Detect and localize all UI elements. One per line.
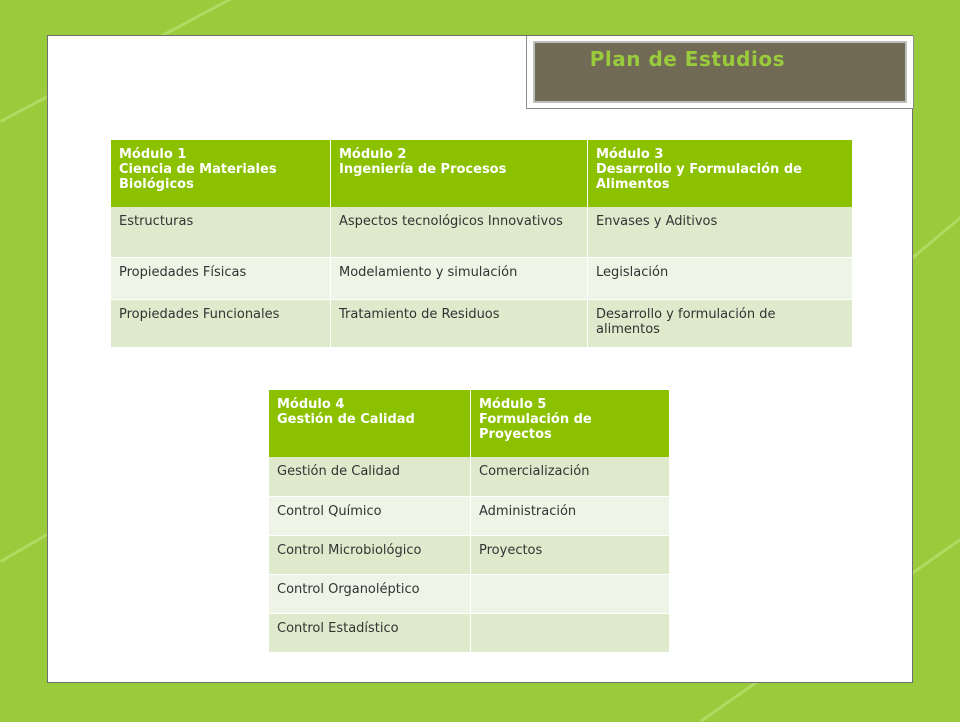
- table-cell: Control Estadístico: [269, 613, 471, 652]
- table-cell: Envases y Aditivos: [588, 207, 852, 257]
- modules-table-1: [110, 140, 852, 347]
- modules-table-2: [268, 390, 669, 652]
- table-row: [269, 457, 669, 496]
- table-row: [269, 496, 669, 535]
- table-cell: Legislación: [588, 257, 852, 299]
- table-cell: Control Microbiológico: [269, 535, 471, 574]
- table-cell: Comercialización: [471, 457, 669, 496]
- header-line: Módulo 5: [479, 397, 547, 412]
- table-row: [269, 613, 669, 652]
- table-cell: Administración: [471, 496, 669, 535]
- header-modulo-4: [269, 390, 471, 457]
- table-row: [111, 257, 852, 299]
- header-line: Desarrollo y Formulación de Alimentos: [596, 162, 802, 192]
- header-modulo-1: [111, 140, 331, 207]
- table-cell: Propiedades Físicas: [111, 257, 331, 299]
- header-line: Módulo 4: [277, 397, 345, 412]
- table-cell: Desarrollo y formulación de alimentos: [588, 299, 852, 347]
- title-inner: [533, 41, 907, 103]
- table-header-row: [111, 140, 852, 207]
- header-line: Ciencia de Materiales Biológicos: [119, 162, 277, 192]
- slide-title: Plan de Estudios: [589, 47, 785, 71]
- header-line: Gestión de Calidad: [277, 412, 415, 427]
- header-line: Ingeniería de Procesos: [339, 162, 507, 177]
- table-header-row: [269, 390, 669, 457]
- table-cell: [471, 613, 669, 652]
- table-cell: Control Organoléptico: [269, 574, 471, 613]
- table-cell: [471, 574, 669, 613]
- table-row: [111, 299, 852, 347]
- header-modulo-2: [331, 140, 588, 207]
- table-row: [269, 574, 669, 613]
- header-line: Módulo 1: [119, 147, 187, 162]
- table-row: [111, 207, 852, 257]
- header-modulo-3: [588, 140, 852, 207]
- table-cell: Tratamiento de Residuos: [331, 299, 588, 347]
- header-line: Formulación de Proyectos: [479, 412, 592, 442]
- table-row: [269, 535, 669, 574]
- table-cell: Gestión de Calidad: [269, 457, 471, 496]
- title-box: [526, 36, 914, 109]
- table-cell: Modelamiento y simulación: [331, 257, 588, 299]
- header-modulo-5: [471, 390, 669, 457]
- table-cell: Aspectos tecnológicos Innovativos: [331, 207, 588, 257]
- table-cell: Estructuras: [111, 207, 331, 257]
- table-cell: Propiedades Funcionales: [111, 299, 331, 347]
- header-line: Módulo 3: [596, 147, 664, 162]
- header-line: Módulo 2: [339, 147, 407, 162]
- table-cell: Control Químico: [269, 496, 471, 535]
- table-cell: Proyectos: [471, 535, 669, 574]
